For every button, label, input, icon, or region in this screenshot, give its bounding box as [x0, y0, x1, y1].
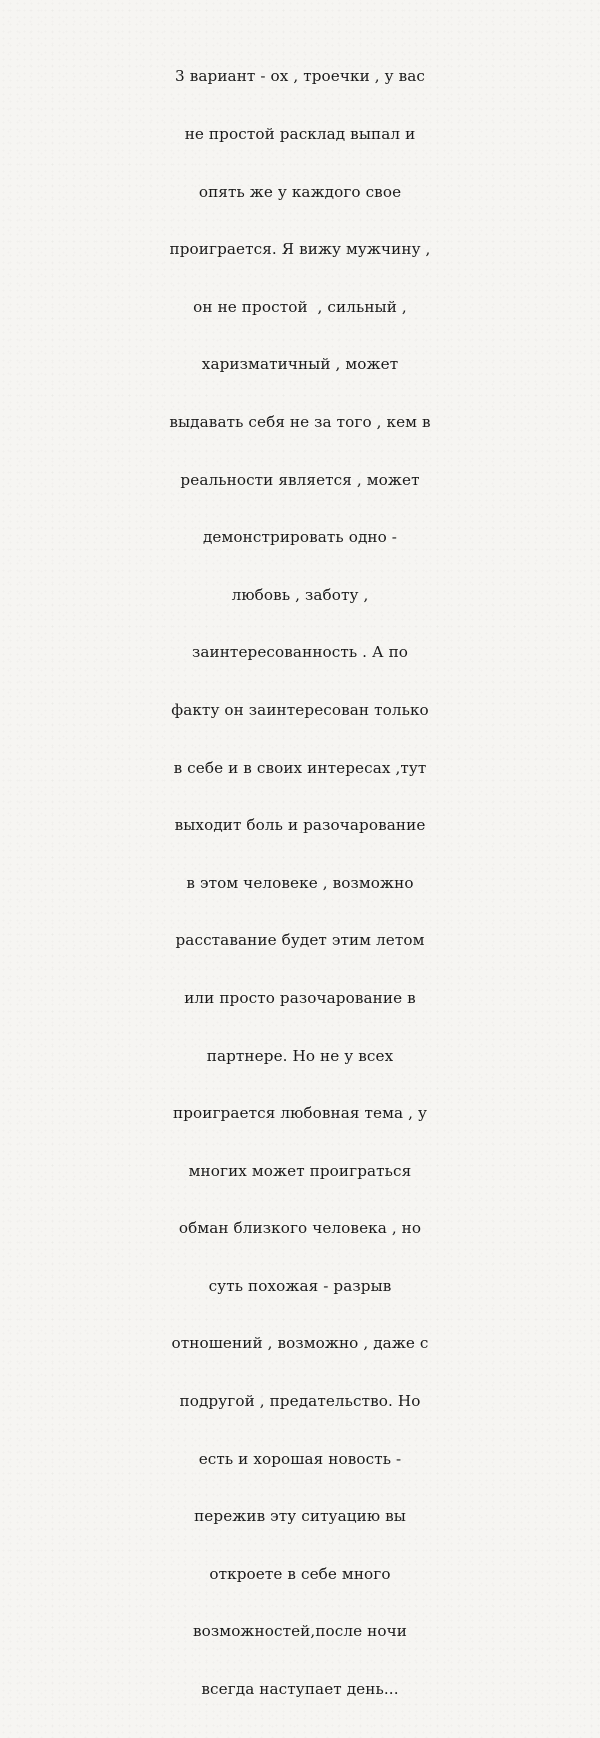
- text-line-18: партнере. Но не у всех: [206, 1046, 394, 1065]
- text-line-15: в этом человеке , возможно: [186, 873, 414, 892]
- text-line-17: или просто разочарование в: [184, 988, 416, 1007]
- text-line-12: факту он заинтересован только: [171, 700, 429, 719]
- text-line-23: отношений , возможно , даже с: [171, 1334, 429, 1353]
- text-line-11: заинтересованность . А по: [191, 643, 409, 662]
- text-line-20: многих может проиграться: [188, 1161, 412, 1180]
- text-line-27: откроете в себе много: [209, 1564, 391, 1583]
- text-line-5: он не простой , сильный ,: [193, 297, 407, 316]
- text-line-22: суть похожая - разрыв: [208, 1276, 392, 1295]
- text-line-6: харизматичный , может: [201, 355, 399, 374]
- text-line-19: проиграется любовная тема , у: [172, 1104, 428, 1123]
- text-line-16: расставание будет этим летом: [175, 931, 425, 950]
- text-line-24: подругой , предательство. Но: [179, 1392, 421, 1411]
- text-line-29: всегда наступает день...: [201, 1680, 399, 1699]
- text-line-3: опять же у каждого свое: [198, 182, 402, 201]
- text-line-9: демонстрировать одно -: [202, 528, 398, 547]
- text-line-1: 3 вариант - ох , троечки , у вас: [175, 67, 425, 86]
- text-line-14: выходит боль и разочарование: [174, 816, 426, 835]
- text-line-26: пережив эту ситуацию вы: [194, 1507, 406, 1526]
- text-line-8: реальности является , может: [180, 470, 420, 489]
- text-line-4: проиграется. Я вижу мужчину ,: [169, 240, 431, 259]
- text-line-10: любовь , заботу ,: [231, 585, 369, 604]
- text-line-13: в себе и в своих интересах ,тут: [173, 758, 427, 777]
- text-line-21: обман близкого человека , но: [178, 1219, 422, 1238]
- text-line-25: есть и хорошая новость -: [198, 1449, 402, 1468]
- text-line-7: выдавать себя не за того , кем в: [169, 412, 431, 431]
- text-line-2: не простой расклад выпал и: [184, 125, 416, 143]
- text-line-28: возможностей,после ночи: [193, 1622, 407, 1641]
- body-text: [110, 29, 490, 1738]
